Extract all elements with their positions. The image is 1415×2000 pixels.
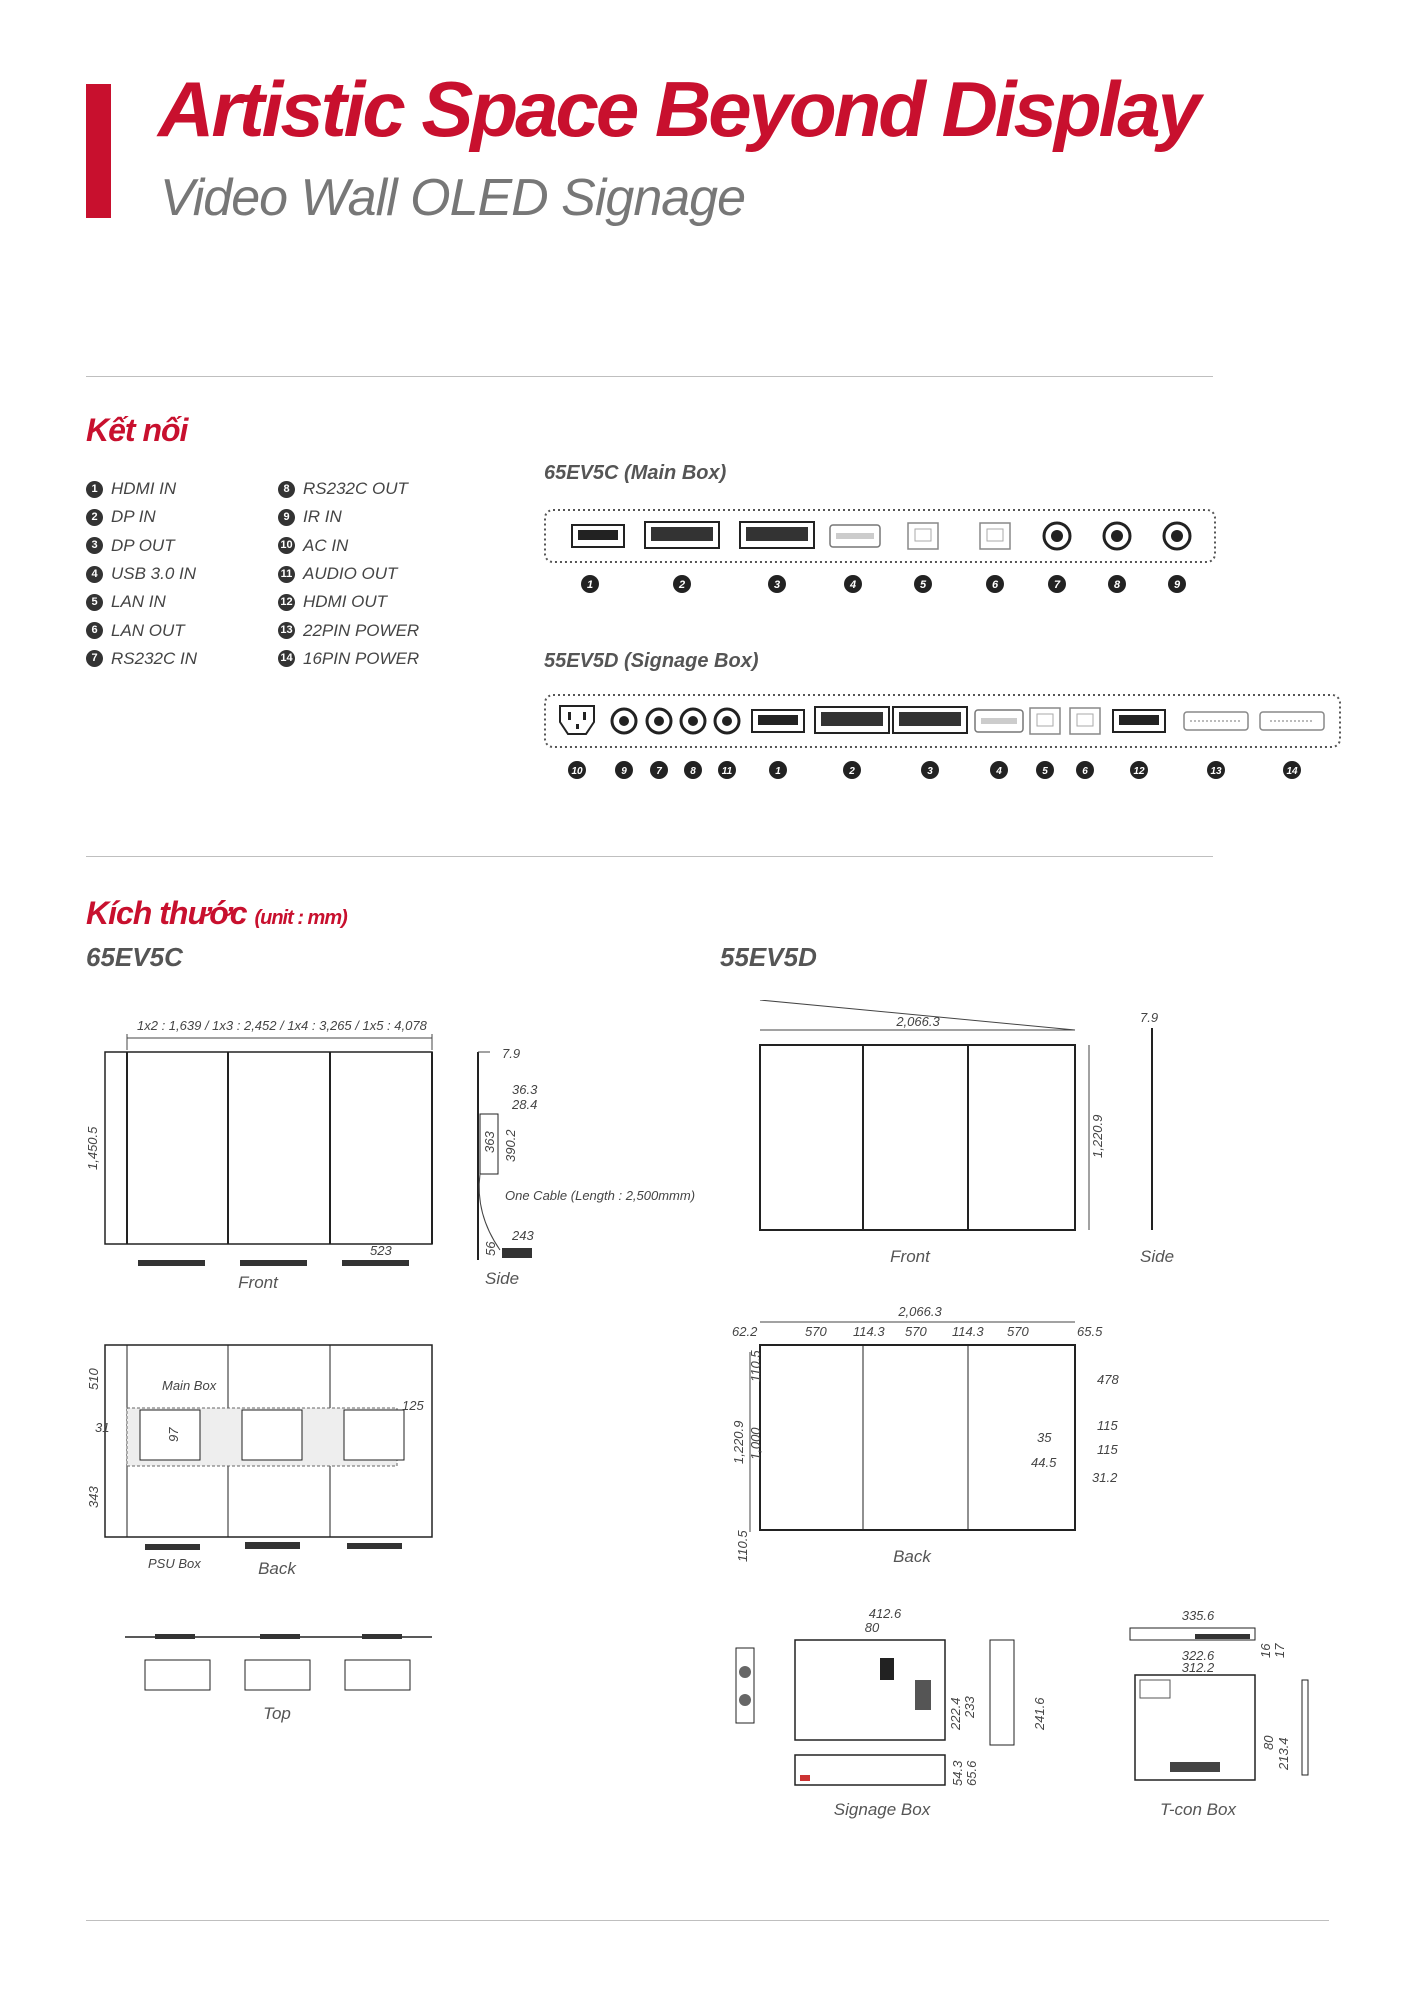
tcon-box-drawing [1110, 1600, 1330, 1830]
svg-text:570: 570 [805, 1324, 827, 1339]
displayport-icon [645, 522, 719, 548]
height-dimension: 1,450.5 [85, 1126, 100, 1170]
page-subtitle: Video Wall OLED Signage [160, 169, 746, 227]
jack-port-icon [647, 709, 671, 733]
jack-port-icon [1044, 523, 1070, 549]
front-height-dimension: 1,220.9 [1090, 1114, 1105, 1158]
list-item: 7 RS232C IN [86, 645, 266, 673]
svg-text:510: 510 [86, 1368, 101, 1390]
displayport-icon [815, 707, 889, 733]
port-number: 4 [849, 579, 857, 591]
svg-text:115: 115 [1097, 1442, 1118, 1457]
port-number: 9 [1173, 579, 1181, 591]
signage-box-label: Signage Box [833, 1800, 931, 1819]
side-depth-dimension: 7.9 [1140, 1010, 1159, 1025]
front-view-label: Front [890, 1247, 930, 1266]
svg-text:570: 570 [1007, 1324, 1029, 1339]
lan-port-icon [1070, 708, 1100, 734]
main-box-title: 65EV5C (Main Box) [544, 462, 727, 484]
connection-list-right [278, 475, 478, 673]
hdmi-port-icon [1113, 710, 1165, 732]
svg-text:110.5: 110.5 [748, 1350, 763, 1382]
list-item: 3 DP OUT [86, 532, 266, 560]
svg-text:7.9: 7.9 [502, 1046, 521, 1061]
port-number: 6 [1082, 766, 1088, 777]
port-number: 1 [586, 579, 594, 591]
connection-list-left [86, 475, 266, 673]
ac-inlet-icon [560, 706, 594, 734]
port-number: 7 [1053, 579, 1061, 591]
side-view-label: Side [485, 1269, 520, 1288]
front-side-drawing-65ev5c [80, 1010, 700, 1300]
svg-text:115: 115 [1097, 1418, 1118, 1433]
svg-text:125: 125 [402, 1398, 424, 1413]
jack-port-icon [1104, 523, 1130, 549]
model-55ev5d-label: 55EV5D [720, 942, 817, 972]
svg-text:241.6: 241.6 [1032, 1697, 1047, 1730]
svg-text:243: 243 [512, 1228, 534, 1243]
jack-port-icon [1164, 523, 1190, 549]
svg-text:1,000: 1,000 [748, 1427, 763, 1460]
lan-port-icon [980, 523, 1010, 549]
list-item: 2 DP IN [86, 503, 266, 531]
model-65ev5c-label: 65EV5C [86, 942, 183, 972]
port-number: 2 [849, 766, 855, 777]
divider [86, 856, 1213, 857]
svg-text:56: 56 [483, 1241, 498, 1256]
svg-text:28.4: 28.4 [512, 1097, 538, 1112]
list-item: 12 HDMI OUT [278, 588, 478, 616]
svg-text:36.3: 36.3 [512, 1082, 538, 1097]
svg-text:54.3: 54.3 [950, 1760, 965, 1786]
port-number: 14 [1286, 766, 1298, 777]
list-item: 8 RS232C OUT [278, 475, 478, 503]
port-number: 3 [927, 766, 933, 777]
list-item: 10 AC IN [278, 532, 478, 560]
svg-text:97: 97 [166, 1427, 181, 1442]
svg-text:65.6: 65.6 [964, 1760, 979, 1786]
svg-text:1,220.9: 1,220.9 [731, 1420, 746, 1464]
svg-text:44.5: 44.5 [1031, 1455, 1057, 1470]
port-number: 8 [690, 766, 696, 777]
svg-text:343: 343 [86, 1486, 101, 1508]
box-width-dimension: 523 [370, 1243, 392, 1258]
svg-text:322.6: 322.6 [1181, 1648, 1215, 1663]
svg-text:213.4: 213.4 [1276, 1737, 1291, 1770]
port-number: 4 [996, 766, 1002, 777]
tcon-box-label: T-con Box [1160, 1800, 1236, 1819]
port-number: 8 [1113, 579, 1121, 591]
side-view-label: Side [1140, 1247, 1175, 1266]
list-item: 1 HDMI IN [86, 475, 266, 503]
svg-text:114.3: 114.3 [853, 1324, 885, 1339]
back-drawing-55ev5d [715, 1300, 1125, 1570]
list-item: 9 IR IN [278, 503, 478, 531]
port-number: 7 [656, 766, 662, 777]
svg-text:412.6: 412.6 [868, 1606, 902, 1621]
main-box-label: Main Box [162, 1378, 217, 1393]
accent-bar [86, 84, 111, 218]
dimensions-heading: Kích thước (unit : mm) [86, 895, 347, 931]
list-item: 11 AUDIO OUT [278, 560, 478, 588]
hdmi-port-icon [572, 525, 624, 547]
svg-text:222.4: 222.4 [948, 1697, 963, 1730]
signage-box-ports-diagram [540, 690, 1345, 790]
list-item: 13 22PIN POWER [278, 616, 478, 644]
svg-text:570: 570 [905, 1324, 927, 1339]
divider [86, 376, 1213, 377]
front-view-label: Front [238, 1273, 278, 1292]
usb-port-icon [975, 710, 1023, 732]
list-item: 5 LAN IN [86, 588, 266, 616]
hdmi-port-icon [752, 710, 804, 732]
svg-text:390.2: 390.2 [503, 1129, 518, 1162]
svg-text:16: 16 [1258, 1643, 1273, 1658]
svg-text:363: 363 [482, 1131, 497, 1153]
jack-port-icon [681, 709, 705, 733]
lan-port-icon [1030, 708, 1060, 734]
port-number: 5 [1042, 766, 1048, 777]
connections-heading: Kết nối [86, 412, 188, 448]
page-title: Artistic Space Beyond Display [158, 65, 1199, 153]
cable-note: One Cable (Length : 2,500mmm) [505, 1188, 696, 1203]
svg-text:2,066.3: 2,066.3 [898, 1304, 942, 1319]
list-item: 14 16PIN POWER [278, 645, 478, 673]
port-number: 1 [775, 766, 781, 777]
top-view-label: Top [263, 1704, 291, 1723]
svg-text:110.5: 110.5 [735, 1530, 750, 1562]
signage-box-drawing [730, 1600, 1050, 1830]
front-width-dimension: 2,066.3 [896, 1014, 940, 1029]
svg-text:114.3: 114.3 [952, 1324, 984, 1339]
list-item: 6 LAN OUT [86, 616, 266, 644]
svg-text:65.5: 65.5 [1077, 1324, 1103, 1339]
port-number: 3 [773, 579, 781, 591]
lan-port-icon [908, 523, 938, 549]
svg-text:312.2: 312.2 [1181, 1660, 1215, 1675]
svg-text:62.2: 62.2 [732, 1324, 758, 1339]
svg-text:35: 35 [1037, 1430, 1052, 1445]
port-number: 5 [919, 579, 927, 591]
jack-port-icon [715, 709, 739, 733]
back-view-label: Back [258, 1559, 296, 1578]
port-number: 11 [721, 766, 733, 777]
psu-box-label: PSU Box [148, 1556, 201, 1571]
port-number: 6 [991, 579, 999, 591]
svg-text:80: 80 [1261, 1735, 1276, 1750]
back-drawing-65ev5c [80, 1330, 480, 1580]
divider [86, 1920, 1329, 1921]
usb-port-icon [830, 525, 880, 547]
main-box-ports-diagram [540, 505, 1220, 605]
width-note: 1x2 : 1,639 / 1x3 : 2,452 / 1x4 : 3,265 / 1x5 : 4,078 [137, 1018, 427, 1033]
port-number: 10 [571, 766, 583, 777]
displayport-icon [740, 522, 814, 548]
svg-text:31: 31 [95, 1420, 110, 1435]
top-drawing-65ev5c [80, 1615, 480, 1725]
displayport-icon [893, 707, 967, 733]
power-connector-icon [1260, 712, 1324, 730]
back-view-label: Back [893, 1547, 931, 1566]
list-item: 4 USB 3.0 IN [86, 560, 266, 588]
svg-text:80: 80 [864, 1620, 880, 1635]
svg-text:478: 478 [1097, 1372, 1119, 1387]
front-side-drawing-55ev5d [740, 1000, 1190, 1280]
svg-text:17: 17 [1272, 1643, 1287, 1658]
signage-box-title: 55EV5D (Signage Box) [544, 650, 759, 672]
svg-text:233: 233 [962, 1696, 977, 1718]
port-number: 12 [1133, 766, 1145, 777]
port-number: 13 [1210, 766, 1222, 777]
power-connector-icon [1184, 712, 1248, 730]
jack-port-icon [612, 709, 636, 733]
svg-text:31.2: 31.2 [1092, 1470, 1118, 1485]
port-number: 2 [678, 579, 686, 591]
port-number: 9 [621, 766, 627, 777]
svg-text:335.6: 335.6 [1181, 1608, 1215, 1623]
